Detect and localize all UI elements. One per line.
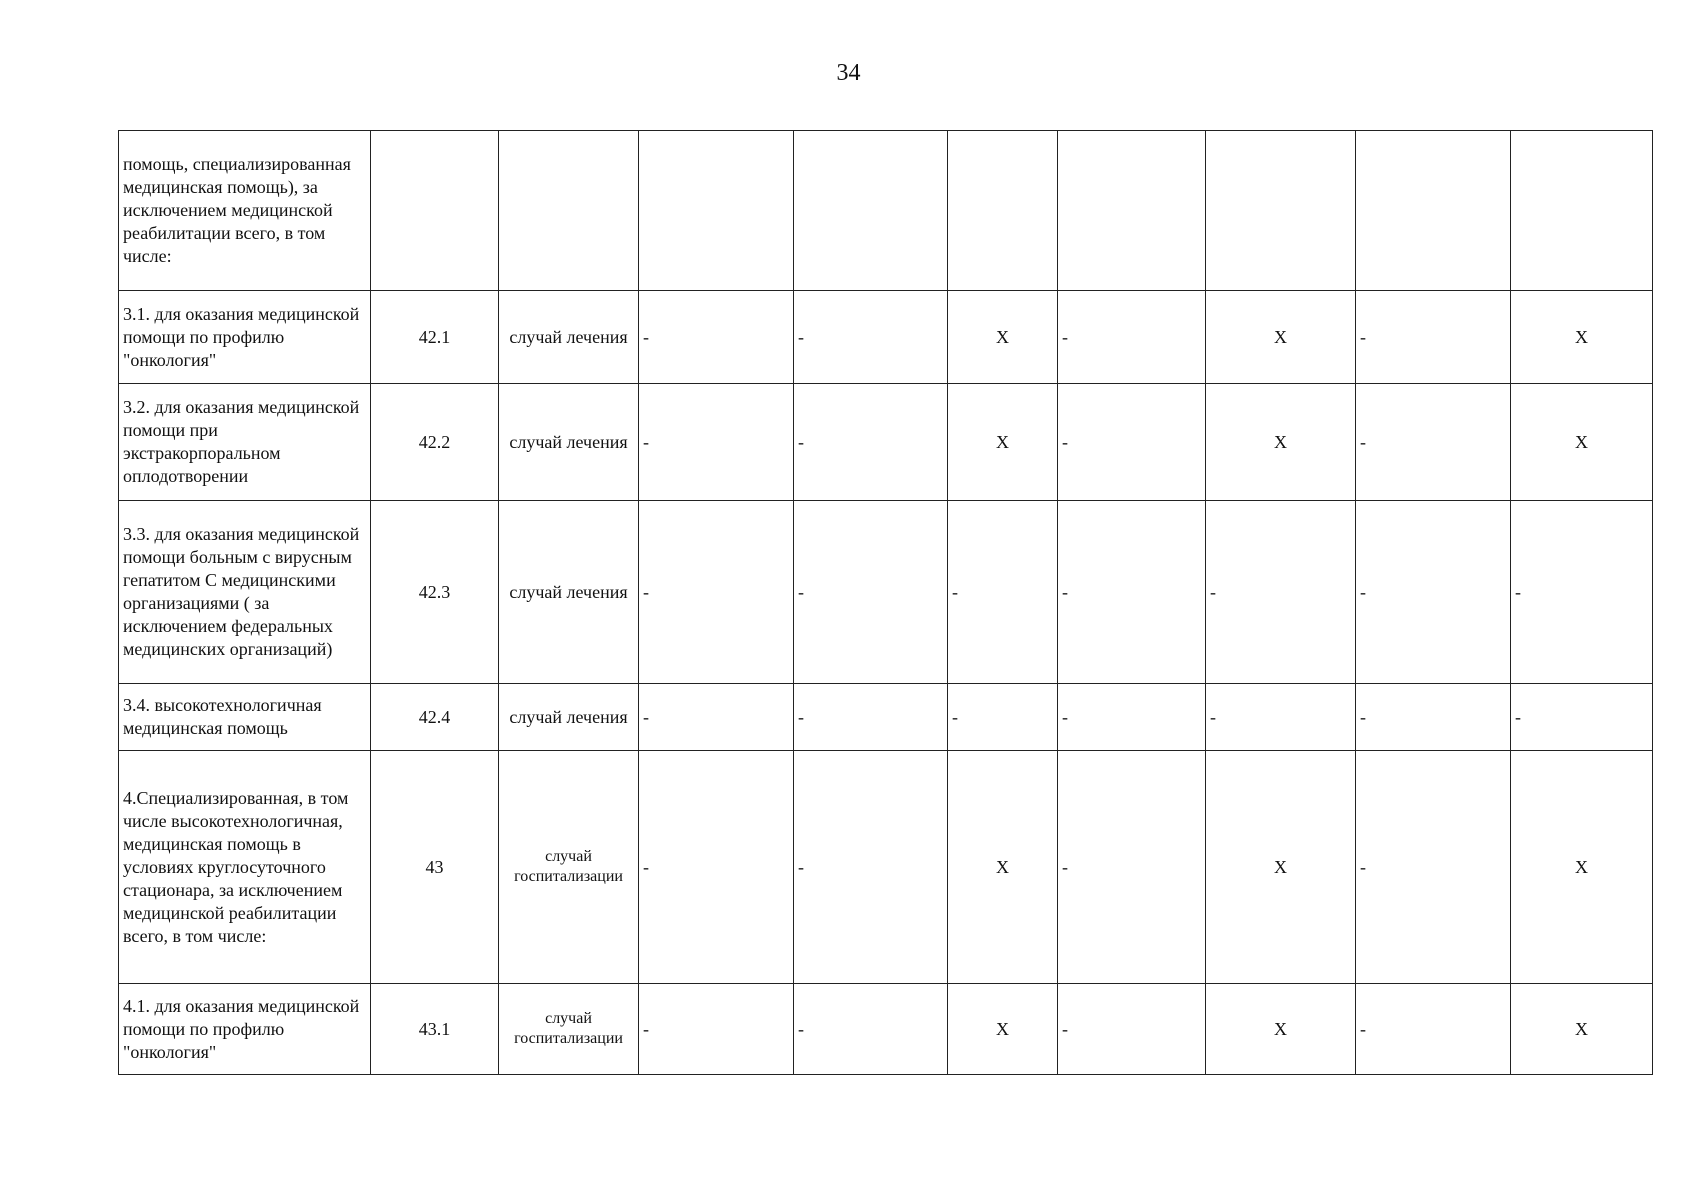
value-cell: - — [948, 501, 1058, 684]
table-row — [119, 384, 1653, 501]
row-code-cell: 42.2 — [371, 384, 499, 501]
row-code-cell: 42.3 — [371, 501, 499, 684]
value-cell: - — [1058, 984, 1206, 1075]
row-name-cell: 3.1. для оказания медицинской помощи по профилю "онкология" — [119, 291, 371, 384]
row-unit-cell: случай лечения — [499, 291, 639, 384]
data-table — [118, 130, 1653, 1075]
value-cell: - — [1356, 501, 1511, 684]
value-cell: - — [794, 291, 948, 384]
value-cell — [794, 131, 948, 291]
row-name-cell: 4.Специализированная, в том числе высокотехнологичная, медицинская помощь в условиях круглосуточного стационара, за исключением медицинской реабилитации всего, в том числе: — [119, 751, 371, 984]
row-unit-cell: случай госпитализации — [499, 984, 639, 1075]
value-cell — [1356, 131, 1511, 291]
value-cell: - — [1356, 384, 1511, 501]
value-cell — [1058, 131, 1206, 291]
row-unit-cell: случай лечения — [499, 684, 639, 751]
row-code-cell — [371, 131, 499, 291]
value-cell: - — [1058, 384, 1206, 501]
value-cell: - — [1511, 501, 1653, 684]
value-cell: - — [1356, 984, 1511, 1075]
table-row — [119, 291, 1653, 384]
value-cell: X — [1206, 384, 1356, 501]
value-cell: X — [1511, 751, 1653, 984]
value-cell: - — [639, 751, 794, 984]
table-body — [119, 131, 1653, 1075]
value-cell: - — [1356, 751, 1511, 984]
value-cell: - — [1356, 291, 1511, 384]
table-row — [119, 131, 1653, 291]
row-code-cell: 43.1 — [371, 984, 499, 1075]
value-cell: - — [639, 501, 794, 684]
value-cell: X — [1206, 984, 1356, 1075]
row-code-cell: 42.1 — [371, 291, 499, 384]
value-cell: - — [639, 684, 794, 751]
value-cell: - — [1206, 684, 1356, 751]
value-cell: X — [1511, 984, 1653, 1075]
value-cell: - — [1206, 501, 1356, 684]
row-name-cell: 4.1. для оказания медицинской помощи по профилю "онкология" — [119, 984, 371, 1075]
value-cell: - — [639, 291, 794, 384]
value-cell: X — [1511, 384, 1653, 501]
value-cell — [1206, 131, 1356, 291]
row-name-cell: 3.3. для оказания медицинской помощи больным с вирусным гепатитом С медицинскими организациями ( за исключением федеральных медицинских организаций) — [119, 501, 371, 684]
value-cell: - — [1058, 291, 1206, 384]
value-cell: - — [948, 684, 1058, 751]
row-unit-cell: случай госпитализации — [499, 751, 639, 984]
value-cell: X — [948, 291, 1058, 384]
row-unit-cell — [499, 131, 639, 291]
value-cell: - — [1058, 751, 1206, 984]
value-cell: - — [794, 384, 948, 501]
value-cell: X — [1206, 751, 1356, 984]
row-unit-cell: случай лечения — [499, 384, 639, 501]
value-cell — [1511, 131, 1653, 291]
row-unit-cell: случай лечения — [499, 501, 639, 684]
row-name-cell: помощь, специализированная медицинская помощь), за исключением медицинской реабилитации всего, в том числе: — [119, 131, 371, 291]
table-row — [119, 501, 1653, 684]
table-row — [119, 751, 1653, 984]
value-cell: - — [639, 384, 794, 501]
row-name-cell: 3.4. высокотехнологичная медицинская помощь — [119, 684, 371, 751]
value-cell — [948, 131, 1058, 291]
value-cell: - — [1356, 684, 1511, 751]
value-cell: - — [1058, 501, 1206, 684]
value-cell — [639, 131, 794, 291]
value-cell: - — [794, 984, 948, 1075]
row-code-cell: 42.4 — [371, 684, 499, 751]
value-cell: - — [639, 984, 794, 1075]
value-cell: - — [794, 501, 948, 684]
value-cell: X — [1206, 291, 1356, 384]
table-row — [119, 684, 1653, 751]
value-cell: X — [948, 984, 1058, 1075]
row-name-cell: 3.2. для оказания медицинской помощи при экстракорпоральном оплодотворении — [119, 384, 371, 501]
table-row — [119, 984, 1653, 1075]
value-cell: - — [794, 684, 948, 751]
value-cell: - — [794, 751, 948, 984]
value-cell: X — [948, 751, 1058, 984]
value-cell: X — [948, 384, 1058, 501]
row-code-cell: 43 — [371, 751, 499, 984]
value-cell: - — [1058, 684, 1206, 751]
value-cell: X — [1511, 291, 1653, 384]
page-number: 34 — [836, 60, 861, 86]
value-cell: - — [1511, 684, 1653, 751]
